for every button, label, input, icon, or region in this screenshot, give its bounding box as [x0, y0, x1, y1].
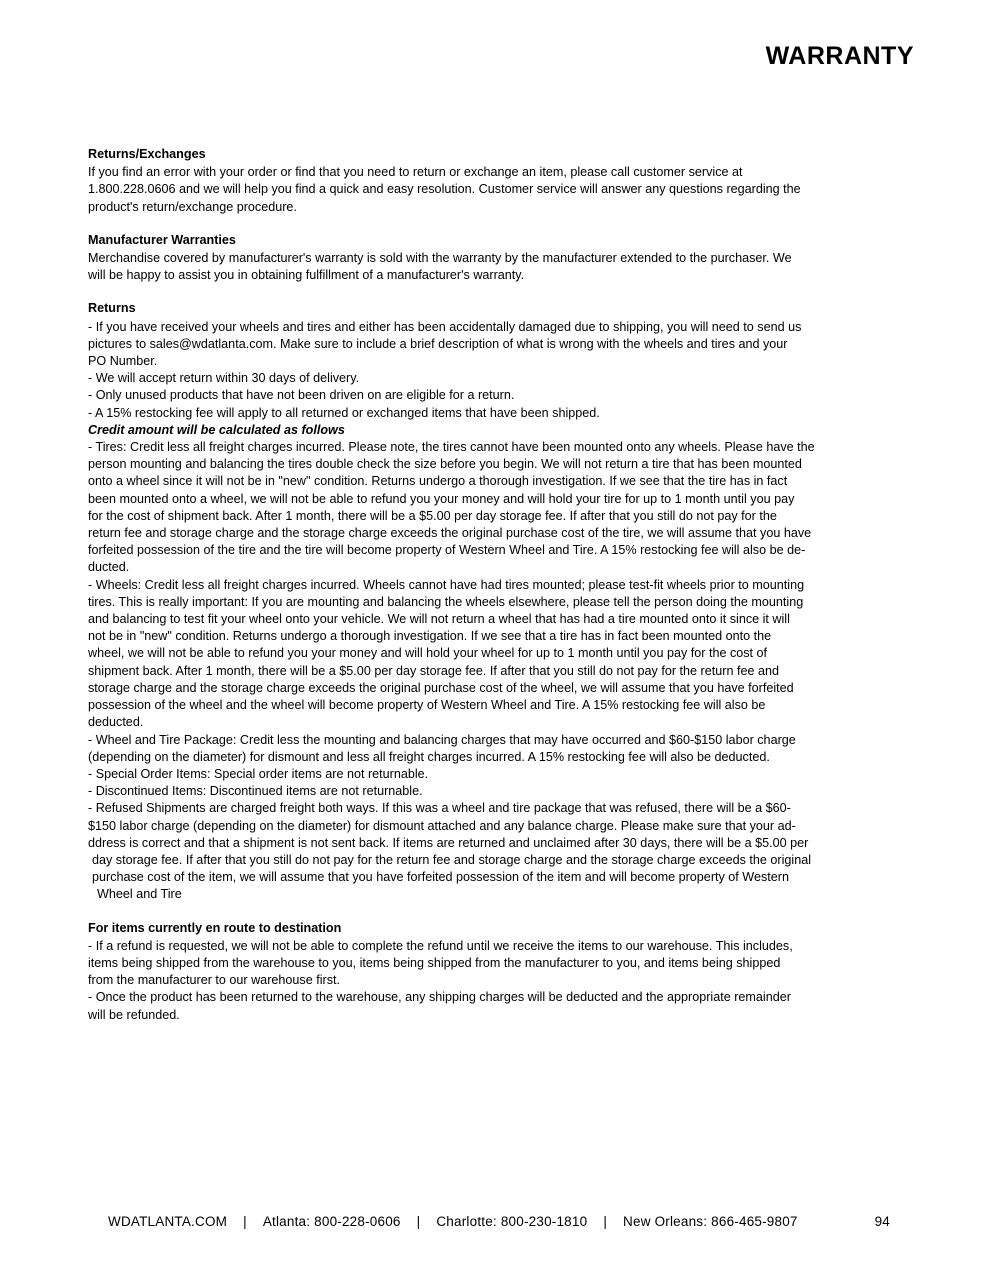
body-line: - Only unused products that have not been driven on are eligible for a return. [88, 388, 515, 403]
page-number: 94 [874, 1214, 890, 1229]
body-line: $150 labor charge (depending on the diameter) for dismount attached and any balance charge. Please make sure that your ad- [88, 818, 796, 833]
body-line: deducted. [88, 715, 144, 730]
body-line: Wheel and Tire [97, 887, 182, 902]
section-heading: Credit amount will be calculated as follows [88, 422, 345, 437]
body-line: purchase cost of the item, we will assume that you have forfeited possession of the item and will become property of Western [92, 870, 789, 885]
body-line: - If a refund is requested, we will not be able to complete the refund until we receive the items to our warehouse. This includes, [88, 938, 793, 953]
body-line: shipment back. After 1 month, there will be a $5.00 per day storage fee. If after that you still do not pay for the return fee and [88, 663, 779, 678]
body-line: storage charge and the storage charge exceeds the original purchase cost of the wheel, we will assume that you have forfeited [88, 680, 794, 695]
page-footer [0, 1214, 1000, 1234]
body-line: (depending on the diameter) for dismount and less all freight charges incurred. A 15% restocking fee will also be deducted. [88, 749, 770, 764]
section-heading: Manufacturer Warranties [88, 232, 236, 247]
body-line: return fee and storage charge and the storage charge exceeds the original purchase cost of the tire, we will assume that you have [88, 526, 812, 541]
section-manufacturer-warranties [88, 232, 870, 285]
body-line: day storage fee. If after that you still do not pay for the return fee and storage charge and the storage charge exceeds the original [92, 852, 811, 867]
credit-block-tires [88, 439, 870, 577]
section-returns [88, 300, 870, 421]
body-line: items being shipped from the warehouse to you, items being shipped from the manufacturer to you, and items being shipped [88, 955, 781, 970]
section-heading: For items currently en route to destination [88, 920, 342, 935]
document-body [88, 146, 870, 1024]
body-line: PO Number. [88, 354, 158, 369]
body-line: forfeited possession of the tire and the tire will become property of Western Wheel and Tire. A 15% restocking fee will also be de- [88, 543, 806, 558]
body-line: Merchandise covered by manufacturer's warranty is sold with the warranty by the manufacturer extended to the purchaser. We [88, 251, 792, 266]
body-line: not be in "new" condition. Returns undergo a thorough investigation. If we see that a tire has in fact been mounted onto the [88, 629, 772, 644]
footer-phone-atlanta: Atlanta: 800-228-0606 [262, 1214, 401, 1229]
body-line: - Wheel and Tire Package: Credit less the mounting and balancing charges that may have occurred and $60-$150 labor charge [88, 732, 796, 747]
section-heading: Returns [88, 301, 136, 316]
body-line: - Discontinued Items: Discontinued items are not returnable. [88, 784, 423, 799]
body-line: product's return/exchange procedure. [88, 199, 297, 214]
body-line: ducted. [88, 560, 130, 575]
page-title: WARRANTY [765, 42, 914, 70]
section-returns-exchanges [88, 146, 870, 216]
credit-block-discontinued [88, 783, 870, 800]
section-heading: Returns/Exchanges [88, 147, 206, 161]
body-line: - If you have received your wheels and tires and either has been accidentally damaged due to shipping, you will need to send us [88, 319, 802, 334]
body-line: tires. This is really important: If you are mounting and balancing the wheels elsewhere, please tell the person doing the mounting [88, 594, 804, 609]
body-line: - A 15% restocking fee will apply to all returned or exchanged items that have been shipped. [88, 405, 600, 420]
body-line: person mounting and balancing the tires double check the size before you begin. We will not return a tire that has been mounted [88, 457, 802, 472]
body-line: ddress is correct and that a shipment is not sent back. If items are returned and unclaimed after 30 days, there will be a $5.00 per [88, 835, 809, 850]
footer-phone-charlotte: Charlotte: 800-230-1810 [436, 1214, 588, 1229]
body-line: - Once the product has been returned to the warehouse, any shipping charges will be deducted and the appropriate remainder [88, 990, 791, 1005]
footer-phone-new-orleans: New Orleans: 866-465-9807 [623, 1214, 798, 1229]
credit-block-wheels [88, 577, 870, 732]
credit-block-special-order [88, 766, 870, 783]
body-line: been mounted onto a wheel, we will not be able to refund you your money and will hold your tire for up to 1 month until you pay [88, 491, 795, 506]
body-line: If you find an error with your order or find that you need to return or exchange an item, please call customer service at [88, 165, 743, 180]
footer-separator: | [243, 1214, 247, 1229]
footer-separator: | [416, 1214, 421, 1229]
body-line: - Special Order Items: Special order items are not returnable. [88, 766, 429, 781]
body-line: for the cost of shipment back. After 1 month, there will be a $5.00 per day storage fee. If after that you still do not pay for the [88, 508, 777, 523]
body-line: will be refunded. [88, 1007, 180, 1022]
credit-block-refused-shipments [88, 800, 870, 903]
body-line: pictures to sales@wdatlanta.com. Make sure to include a brief description of what is wrong with the wheels and tires and your [88, 336, 788, 351]
body-line: from the manufacturer to our warehouse first. [88, 973, 340, 988]
footer-website[interactable]: WDATLANTA.COM [108, 1214, 228, 1229]
section-en-route [88, 920, 870, 1024]
body-line: wheel, we will not be able to refund you your money and will hold your wheel for up to 1 month until you pay for the cost of [88, 646, 768, 661]
footer-separator: | [603, 1214, 608, 1229]
credit-block-wheel-tire-package [88, 732, 870, 766]
body-line: - We will accept return within 30 days of delivery. [88, 371, 360, 386]
body-line: possession of the wheel and the wheel will become property of Western Wheel and Tire. A 15% restocking fee will also be [88, 698, 766, 713]
body-line: - Refused Shipments are charged freight both ways. If this was a wheel and tire package that was refused, there will be a $60- [88, 801, 791, 816]
body-line: 1.800.228.0606 and we will help you find a quick and easy resolution. Customer service will answer any questions regarding the [88, 182, 801, 197]
body-line: will be happy to assist you in obtaining fulfillment of a manufacturer's warranty. [88, 268, 525, 283]
body-line: and balancing to test fit your wheel onto your vehicle. We will not return a wheel that has had a tire mounted onto it since it will [88, 612, 790, 627]
body-line: - Wheels: Credit less all freight charges incurred. Wheels cannot have had tires mounted; please test-fit wheels prior to mounting [88, 577, 805, 592]
section-credit-amount [88, 422, 870, 904]
body-line: onto a wheel since it will not be in "new" condition. Returns undergo a thorough investigation. If we see that the tire has in fact [88, 474, 788, 489]
body-line: - Tires: Credit less all freight charges incurred. Please note, the tires cannot have been mounted onto any wheels. Please have the [88, 440, 815, 455]
